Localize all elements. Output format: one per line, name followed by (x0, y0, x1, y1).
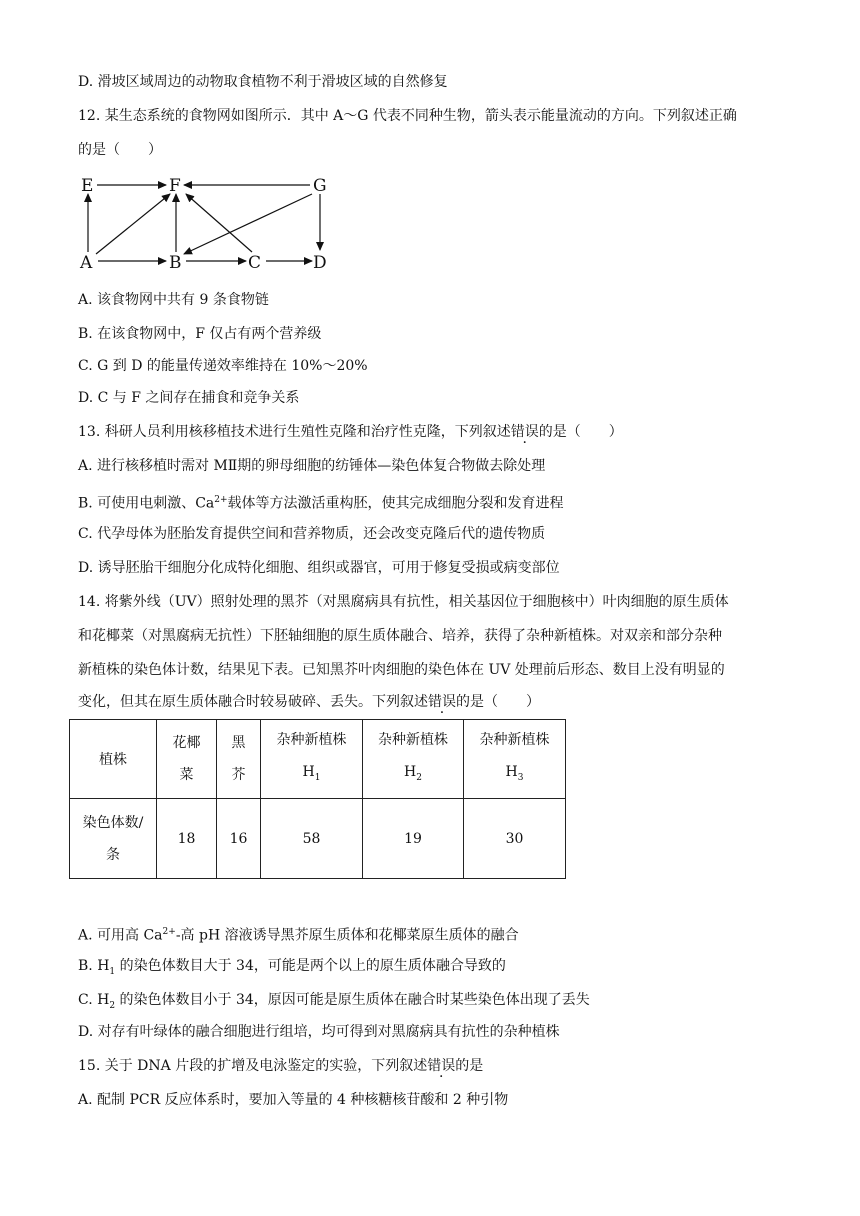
header-cell (157, 720, 217, 799)
header-h1-sub: 1 (314, 772, 321, 783)
q13-option-b-sup: 2+ (214, 495, 228, 505)
header-cell (261, 720, 363, 799)
header-plant: 植株 (99, 752, 127, 768)
q14-stem-line4 (78, 692, 540, 712)
q12-stem-line1: 12. 某生态系统的食物网如图所示．其中 A～G 代表不同种生物，箭头表示能量流动的方向。下列叙述正确 (78, 108, 737, 124)
q14-emphasis: 错误 (428, 694, 456, 710)
q12-option-d: D. C 与 F 之间存在捕食和竞争关系 (78, 390, 300, 406)
header-cauliflower-2: 菜 (179, 767, 194, 783)
header-h3-label: 杂种新植株 (479, 732, 550, 749)
q14-option-b (78, 956, 506, 982)
q15-stem-pre: 15. 关于 DNA 片段的扩增及电泳鉴定的实验，下列叙述 (78, 1058, 428, 1074)
node-a: A (80, 253, 93, 273)
q12-option-b: B. 在该食物网中，F 仅占有两个营养级 (78, 326, 322, 342)
edge-g-b (184, 194, 312, 254)
q14-option-a-pre: A. 可用高 Ca (78, 927, 163, 944)
header-h2-sub: 2 (416, 772, 422, 783)
q14-option-c (78, 990, 590, 1016)
q14-option-c-post: 的染色体数目小于 34，原因可能是原生质体在融合时某些染色体出现了丢失 (115, 992, 590, 1008)
q14-option-b-sub: 1 (109, 966, 116, 977)
q14-stem-line3: 新植株的染色体计数，结果见下表。已知黑芥叶肉细胞的染色体在 UV 处理前后形态、数目上没有明显的 (78, 662, 725, 678)
q12-stem-line2: 的是（ ） (78, 142, 162, 158)
row-label-1: 染色体数/ (82, 814, 144, 831)
header-cell (464, 720, 566, 799)
row-label-cell (70, 799, 157, 879)
header-h1-label: 杂种新植株 (276, 732, 347, 749)
q13-option-b (78, 490, 564, 514)
edge-c-f (186, 194, 252, 252)
q14-stem-post: 的是（ ） (456, 694, 540, 710)
q12-option-a: A. 该食物网中共有 9 条食物链 (78, 292, 269, 308)
q14-option-b-pre: B. H (78, 958, 110, 974)
header-mustard-1: 黑 (231, 735, 246, 751)
q13-stem (78, 422, 623, 442)
header-cell (70, 720, 157, 799)
q13-stem-pre: 13. 科研人员利用核移植技术进行生殖性克隆和治疗性克隆，下列叙述 (78, 424, 511, 440)
food-web-diagram (74, 172, 344, 274)
cell-h3: 30 (464, 799, 566, 879)
header-cauliflower-1: 花椰 (172, 735, 201, 751)
q15-option-a: A. 配制 PCR 反应体系时，要加入等量的 4 种核糖核苷酸和 2 种引物 (78, 1092, 509, 1108)
node-d: D (313, 253, 327, 273)
header-h1-letter: H (302, 764, 315, 781)
header-h2-letter: H (404, 764, 417, 781)
q14-stem-line2: 和花椰菜（对黑腐病无抗性）下胚轴细胞的原生质体融合、培养，获得了杂种新植株。对双亲和部分杂种 (78, 628, 722, 644)
header-mustard-2: 芥 (231, 767, 246, 783)
q14-stem-line1: 14. 将紫外线（UV）照射处理的黑芥（对黑腐病具有抗性，相关基因位于细胞核中）叶肉细胞的原生质体 (78, 594, 729, 610)
cell-mustard: 16 (217, 799, 261, 879)
chromosome-table (69, 719, 566, 879)
node-b: B (169, 253, 182, 273)
table-row (70, 799, 566, 879)
q11-option-d: D. 滑坡区域周边的动物取食植物不利于滑坡区域的自然修复 (78, 74, 448, 90)
cell-h2: 19 (363, 799, 464, 879)
q13-option-c: C. 代孕母体为胚胎发育提供空间和营养物质，还会改变克隆后代的遗传物质 (78, 526, 546, 542)
q14-stem-pre: 变化，但其在原生质体融合时较易破碎、丢失。下列叙述 (78, 694, 428, 710)
row-label-2: 条 (106, 846, 120, 863)
q13-stem-post: 的是（ ） (538, 424, 623, 440)
cell-cauliflower: 18 (157, 799, 217, 879)
q13-option-a: A. 进行核移植时需对 MⅡ期的卵母细胞的纺锤体—染色体复合物做去除处理 (78, 458, 546, 474)
q15-emphasis: 错误 (427, 1058, 456, 1074)
q13-emphasis: 错误 (510, 424, 539, 440)
q15-stem-post: 的是 (455, 1058, 484, 1074)
q14-option-c-pre: C. H (78, 992, 110, 1008)
q14-option-b-post: 的染色体数目大于 34，可能是两个以上的原生质体融合导致的 (115, 958, 506, 974)
node-f: F (169, 176, 181, 196)
q13-option-d: D. 诱导胚胎干细胞分化成特化细胞、组织或器官，可用于修复受损或病变部位 (78, 560, 560, 576)
q12-option-c: C. G 到 D 的能量传递效率维持在 10%～20% (78, 358, 368, 374)
q13-option-b-pre: B. 可使用电刺激、Ca (78, 495, 215, 512)
node-g: G (313, 176, 327, 196)
cell-h1: 58 (261, 799, 363, 879)
header-cell (363, 720, 464, 799)
edge-a-f (96, 194, 170, 254)
node-e: E (81, 176, 94, 196)
q14-option-d: D. 对存有叶绿体的融合细胞进行组培，均可得到对黑腐病具有抗性的杂种植株 (78, 1024, 560, 1040)
q14-option-a-sup: 2+ (162, 927, 176, 937)
header-h3-letter: H (505, 764, 518, 781)
header-h2-label: 杂种新植株 (378, 732, 448, 749)
header-h3-sub: 3 (517, 772, 524, 783)
table-header-row (70, 720, 566, 799)
q13-option-b-post: 载体等方法激活重构胚，使其完成细胞分裂和发育进程 (227, 495, 564, 512)
q15-stem (78, 1056, 483, 1076)
q14-option-c-sub: 2 (109, 1000, 116, 1011)
q14-option-a-post: -高 pH 溶液诱导黑芥原生质体和花椰菜原生质体的融合 (175, 927, 519, 944)
node-c: C (248, 253, 262, 273)
header-cell (217, 720, 261, 799)
q14-option-a (78, 922, 519, 946)
